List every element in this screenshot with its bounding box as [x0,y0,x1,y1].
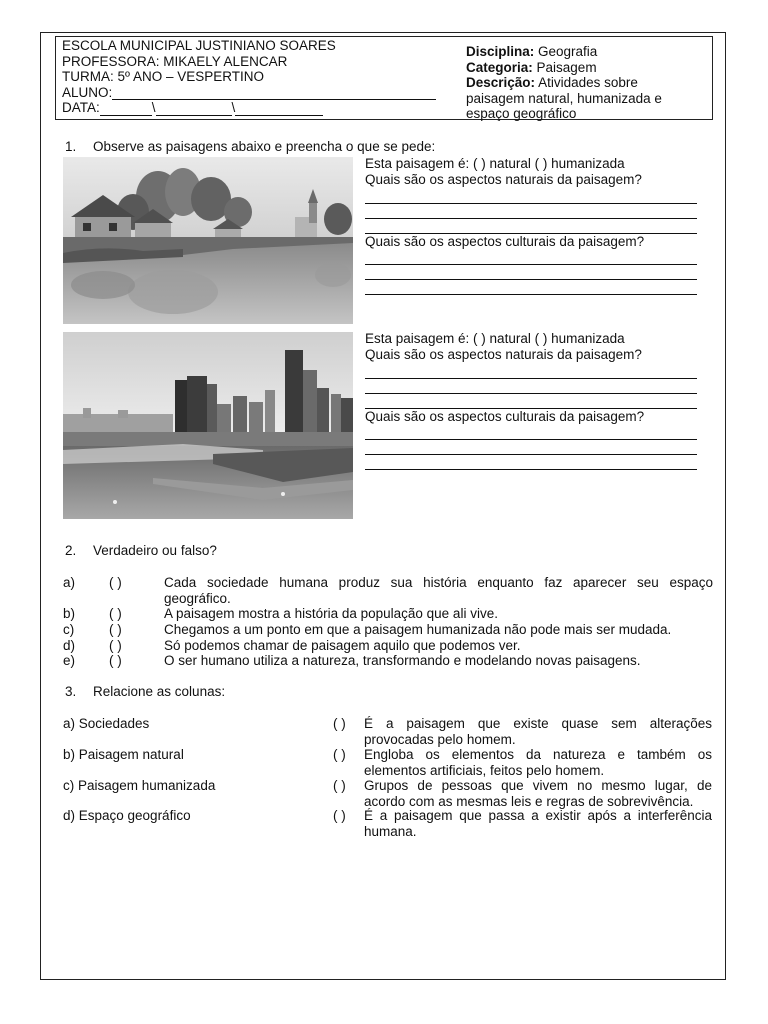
header-right [466,44,706,122]
photo2-natural-answer-line-2[interactable] [365,393,697,394]
q1-number: 1. [65,139,77,154]
rel-checkbox-3[interactable]: ( ) [333,778,346,793]
rel-left-a: a) Sociedades [63,716,150,731]
tf-checkbox-d[interactable]: ( ) [109,638,122,653]
rel-left-b: b) Paisagem natural [63,747,184,762]
date-separator-2: \ [231,100,236,115]
tf-item-c [63,622,713,638]
worksheet-page [40,32,726,980]
q1-title: Observe as paisagens abaixo e preencha o que se pede: [93,139,436,154]
city-skyline-image [63,332,353,519]
tf-letter-e: e) [63,653,76,668]
rel-right-1: É a paisagem que existe quase sem alterações provocadas pelo homem. [364,716,712,747]
subject-value: Geografia [538,44,598,59]
header-box [55,36,713,120]
tf-item-d [63,638,713,654]
tf-checkbox-b[interactable]: ( ) [109,606,122,621]
student-line[interactable] [112,86,436,100]
header-left [62,38,447,116]
tf-text-b: A paisagem mostra a história da população que ali vive. [164,606,498,621]
student-row [62,85,447,101]
photo1-type-prompt: Esta paisagem é: ( ) natural ( ) humanizada [365,156,625,171]
tf-checkbox-c[interactable]: ( ) [109,622,122,637]
rel-right-3: Grupos de pessoas que vivem no mesmo lugar, de acordo com as mesmas leis e regras de sobrevivência. [364,778,712,809]
q2-number: 2. [65,543,77,558]
description-value-2: paisagem natural, humanizada e [466,90,662,106]
photo1-cultural-answer-line-2[interactable] [365,279,697,280]
q3-number: 3. [65,684,77,699]
school-name: ESCOLA MUNICIPAL JUSTINIANO SOARES [62,38,336,53]
tf-text-e: O ser humano utiliza a natureza, transformando e modelando novas paisagens. [164,653,641,668]
photo2-type-prompt: Esta paisagem é: ( ) natural ( ) humanizada [365,331,625,346]
description-value-3: espaço geográfico [466,106,577,121]
photo2-cultural-answer-line-2[interactable] [365,454,697,455]
tf-checkbox-a[interactable]: ( ) [109,575,122,590]
category-value: Paisagem [536,59,597,75]
photo1-cultural-answer-line-3[interactable] [365,294,697,295]
rel-checkbox-2[interactable]: ( ) [333,747,346,762]
tf-letter-b: b) [63,606,76,621]
subject-label: Disciplina: [466,44,535,59]
photo2-natural-question: Quais são os aspectos naturais da paisagem? [365,347,642,362]
photo1-natural-answer-line-1[interactable] [365,203,697,204]
rel-right-4: É a paisagem que passa a existir após a interferência humana. [364,808,712,839]
class-name: TURMA: 5º ANO – VESPERTINO [62,69,264,84]
photo2-cultural-answer-line-3[interactable] [365,469,697,470]
rel-left-d: d) Espaço geográfico [63,808,191,823]
photo1-natural-answer-line-2[interactable] [365,218,697,219]
rel-right-2: Engloba os elementos da natureza e também os elementos artificiais, feitos pelo homem. [364,747,712,778]
rel-checkbox-4[interactable]: ( ) [333,808,346,823]
student-label: ALUNO: [62,84,113,100]
tf-text-d: Só podemos chamar de paisagem aquilo que podemos ver. [164,638,521,653]
photo2-cultural-answer-line-1[interactable] [365,439,697,440]
village-landscape-image [63,157,353,324]
q3-title: Relacione as colunas: [93,684,226,699]
photo1-natural-question: Quais são os aspectos naturais da paisagem? [365,172,642,187]
date-month-line[interactable] [156,102,232,116]
date-year-line[interactable] [235,102,323,116]
date-row [62,100,447,116]
date-label: DATA: [62,100,100,115]
description-label: Descrição: [466,75,536,90]
photo1-cultural-question: Quais são os aspectos culturais da paisagem? [365,234,645,249]
rel-left-c: c) Paisagem humanizada [63,778,216,793]
city-skyline-photo [63,332,353,519]
tf-text-c: Chegamos a um ponto em que a paisagem humanizada não pode mais ser mudada. [164,622,672,637]
tf-letter-a: a) [63,575,76,590]
teacher-name: PROFESSORA: MIKAELY ALENCAR [62,53,288,69]
q2-title: Verdadeiro ou falso? [93,543,217,558]
date-separator-1: \ [151,100,156,115]
tf-item-e [63,653,713,669]
description-value-1: Atividades sobre [538,75,638,90]
rel-checkbox-1[interactable]: ( ) [333,716,346,731]
category-label: Categoria: [466,59,533,75]
photo2-cultural-question: Quais são os aspectos culturais da paisagem? [365,409,645,424]
tf-item-b [63,606,713,622]
tf-checkbox-e[interactable]: ( ) [109,653,122,668]
photo2-natural-answer-line-1[interactable] [365,378,697,379]
tf-letter-c: c) [63,622,75,637]
tf-letter-d: d) [63,638,76,653]
date-day-line[interactable] [100,102,152,116]
village-landscape-photo [63,157,353,324]
photo1-cultural-answer-line-1[interactable] [365,264,697,265]
tf-text-a: Cada sociedade humana produz sua história enquanto faz aparecer seu espaço geográfico. [164,575,713,606]
tf-item-a [63,575,713,607]
